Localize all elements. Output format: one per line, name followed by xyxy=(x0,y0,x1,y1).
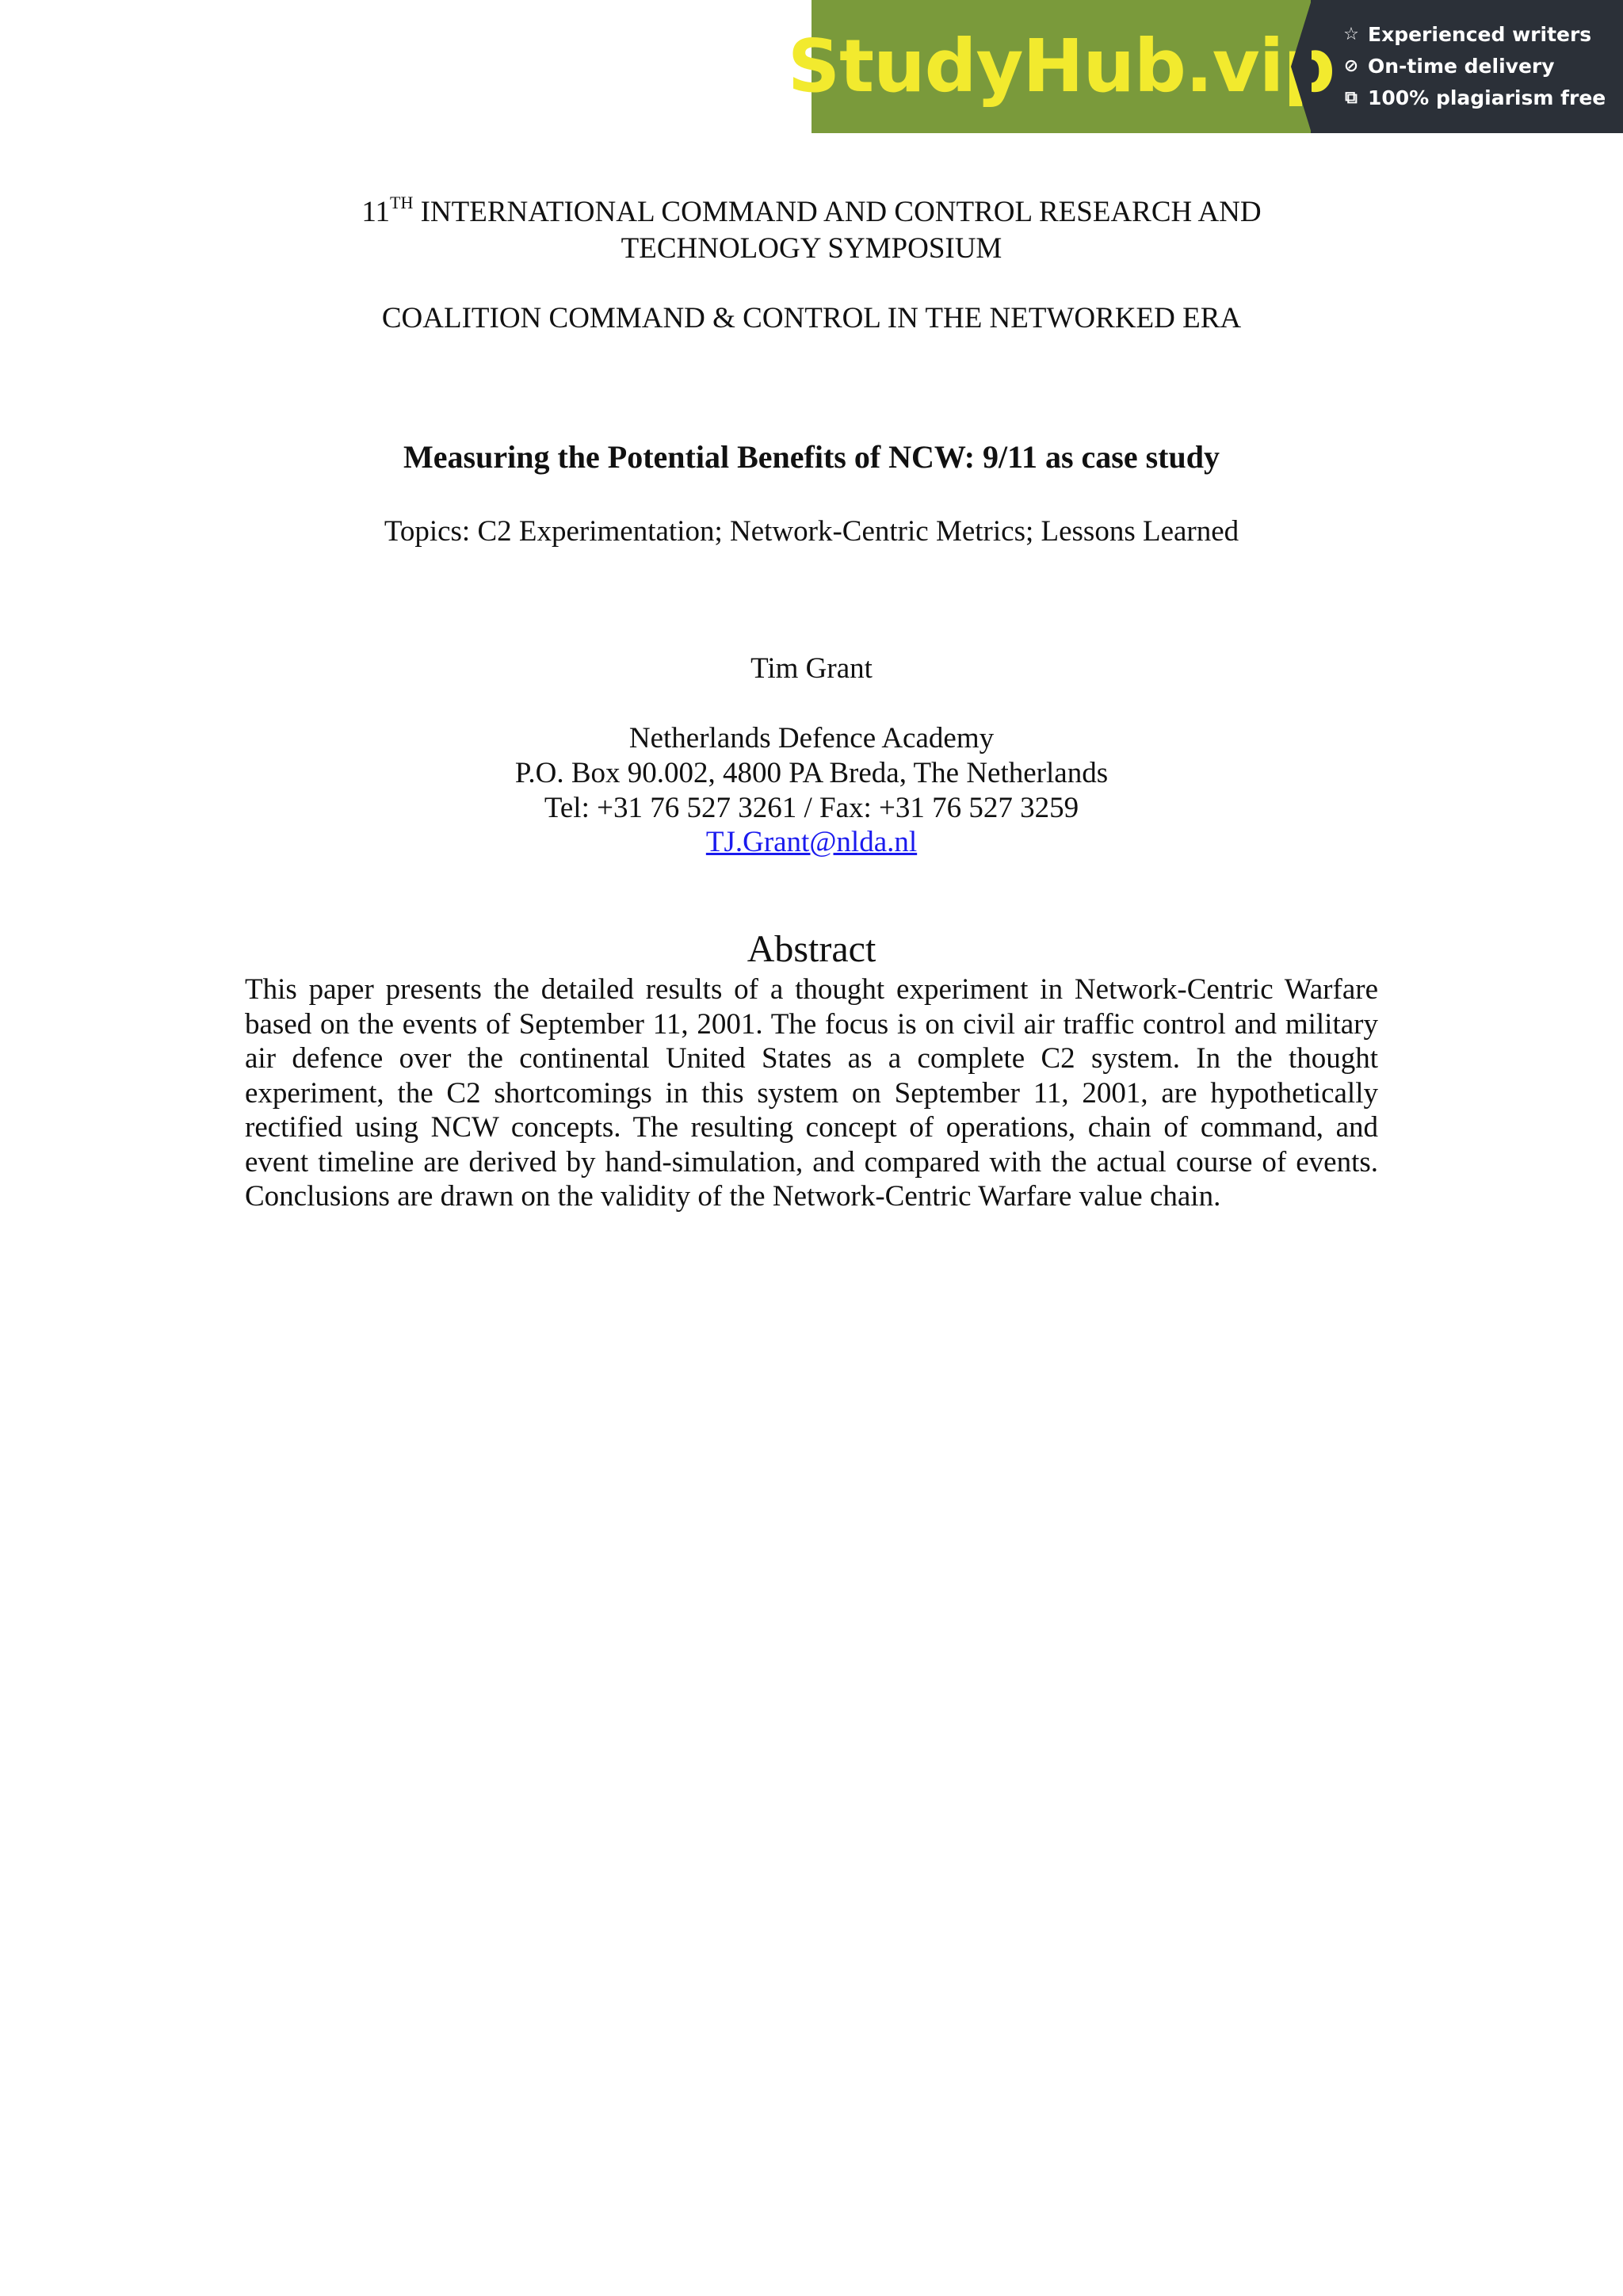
feature-item xyxy=(1342,86,1623,110)
conference-number: 11 xyxy=(361,196,391,228)
feature-list xyxy=(1311,0,1623,133)
author-email-line xyxy=(0,825,1623,859)
conference-ordinal-suffix: TH xyxy=(390,193,414,212)
conference-title-line2: TECHNOLOGY SYMPOSIUM xyxy=(621,232,1002,265)
feature-label: Experienced writers xyxy=(1368,23,1592,46)
star-icon: ☆ xyxy=(1343,24,1359,44)
brand-panel xyxy=(787,0,1335,133)
author-name: Tim Grant xyxy=(750,652,873,685)
copy-icon: ⧉ xyxy=(1345,87,1358,108)
conference-theme: COALITION COMMAND & CONTROL IN THE NETWORKED ERA xyxy=(381,302,1242,334)
banner-arrow-shape xyxy=(1291,0,1312,133)
clock-icon: ⊘ xyxy=(1343,55,1359,76)
paper-topics: Topics: C2 Experimentation; Network-Centric Metrics; Lessons Learned xyxy=(384,515,1239,548)
author-affiliation: Netherlands Defence Academy xyxy=(628,722,995,755)
feature-label: On-time delivery xyxy=(1368,55,1555,78)
abstract-body: This paper presents the detailed results of a thought experiment in Network-Centric Warfare based on the events of September 11, 2001. The focus is on civil air traffic control and military air defence over the continental United States as a complete C2 system. In the thought experiment, the C2 shortcomings in this system on September 11, 2001, are hypothetically rectified using NCW concepts. The resulting concept of operations, chain of command, and event timeline are derived by hand-simulation, and compared with the actual course of events. Conclusions are drawn on the validity of the Network-Centric Warfare value chain. xyxy=(245,973,1378,1213)
paper-title: Measuring the Potential Benefits of NCW: 9/11 as case study xyxy=(403,439,1220,475)
author-phone-fax: Tel: +31 76 527 3261 / Fax: +31 76 527 3259 xyxy=(544,792,1079,824)
studyhub-banner[interactable] xyxy=(787,0,1623,133)
abstract-heading: Abstract xyxy=(747,928,876,970)
feature-label: 100% plagiarism free xyxy=(1368,86,1606,109)
feature-item xyxy=(1342,23,1623,47)
author-address: P.O. Box 90.002, 4800 PA Breda, The Netherlands xyxy=(514,757,1109,789)
studyhub-logo: StudyHub.vip xyxy=(787,24,1335,109)
conference-title-rest: INTERNATIONAL COMMAND AND CONTROL RESEARCH AND xyxy=(413,196,1262,228)
author-email-link[interactable]: TJ.Grant@nlda.nl xyxy=(705,826,918,858)
feature-item xyxy=(1342,55,1623,78)
conference-title-line1 xyxy=(0,195,1623,229)
